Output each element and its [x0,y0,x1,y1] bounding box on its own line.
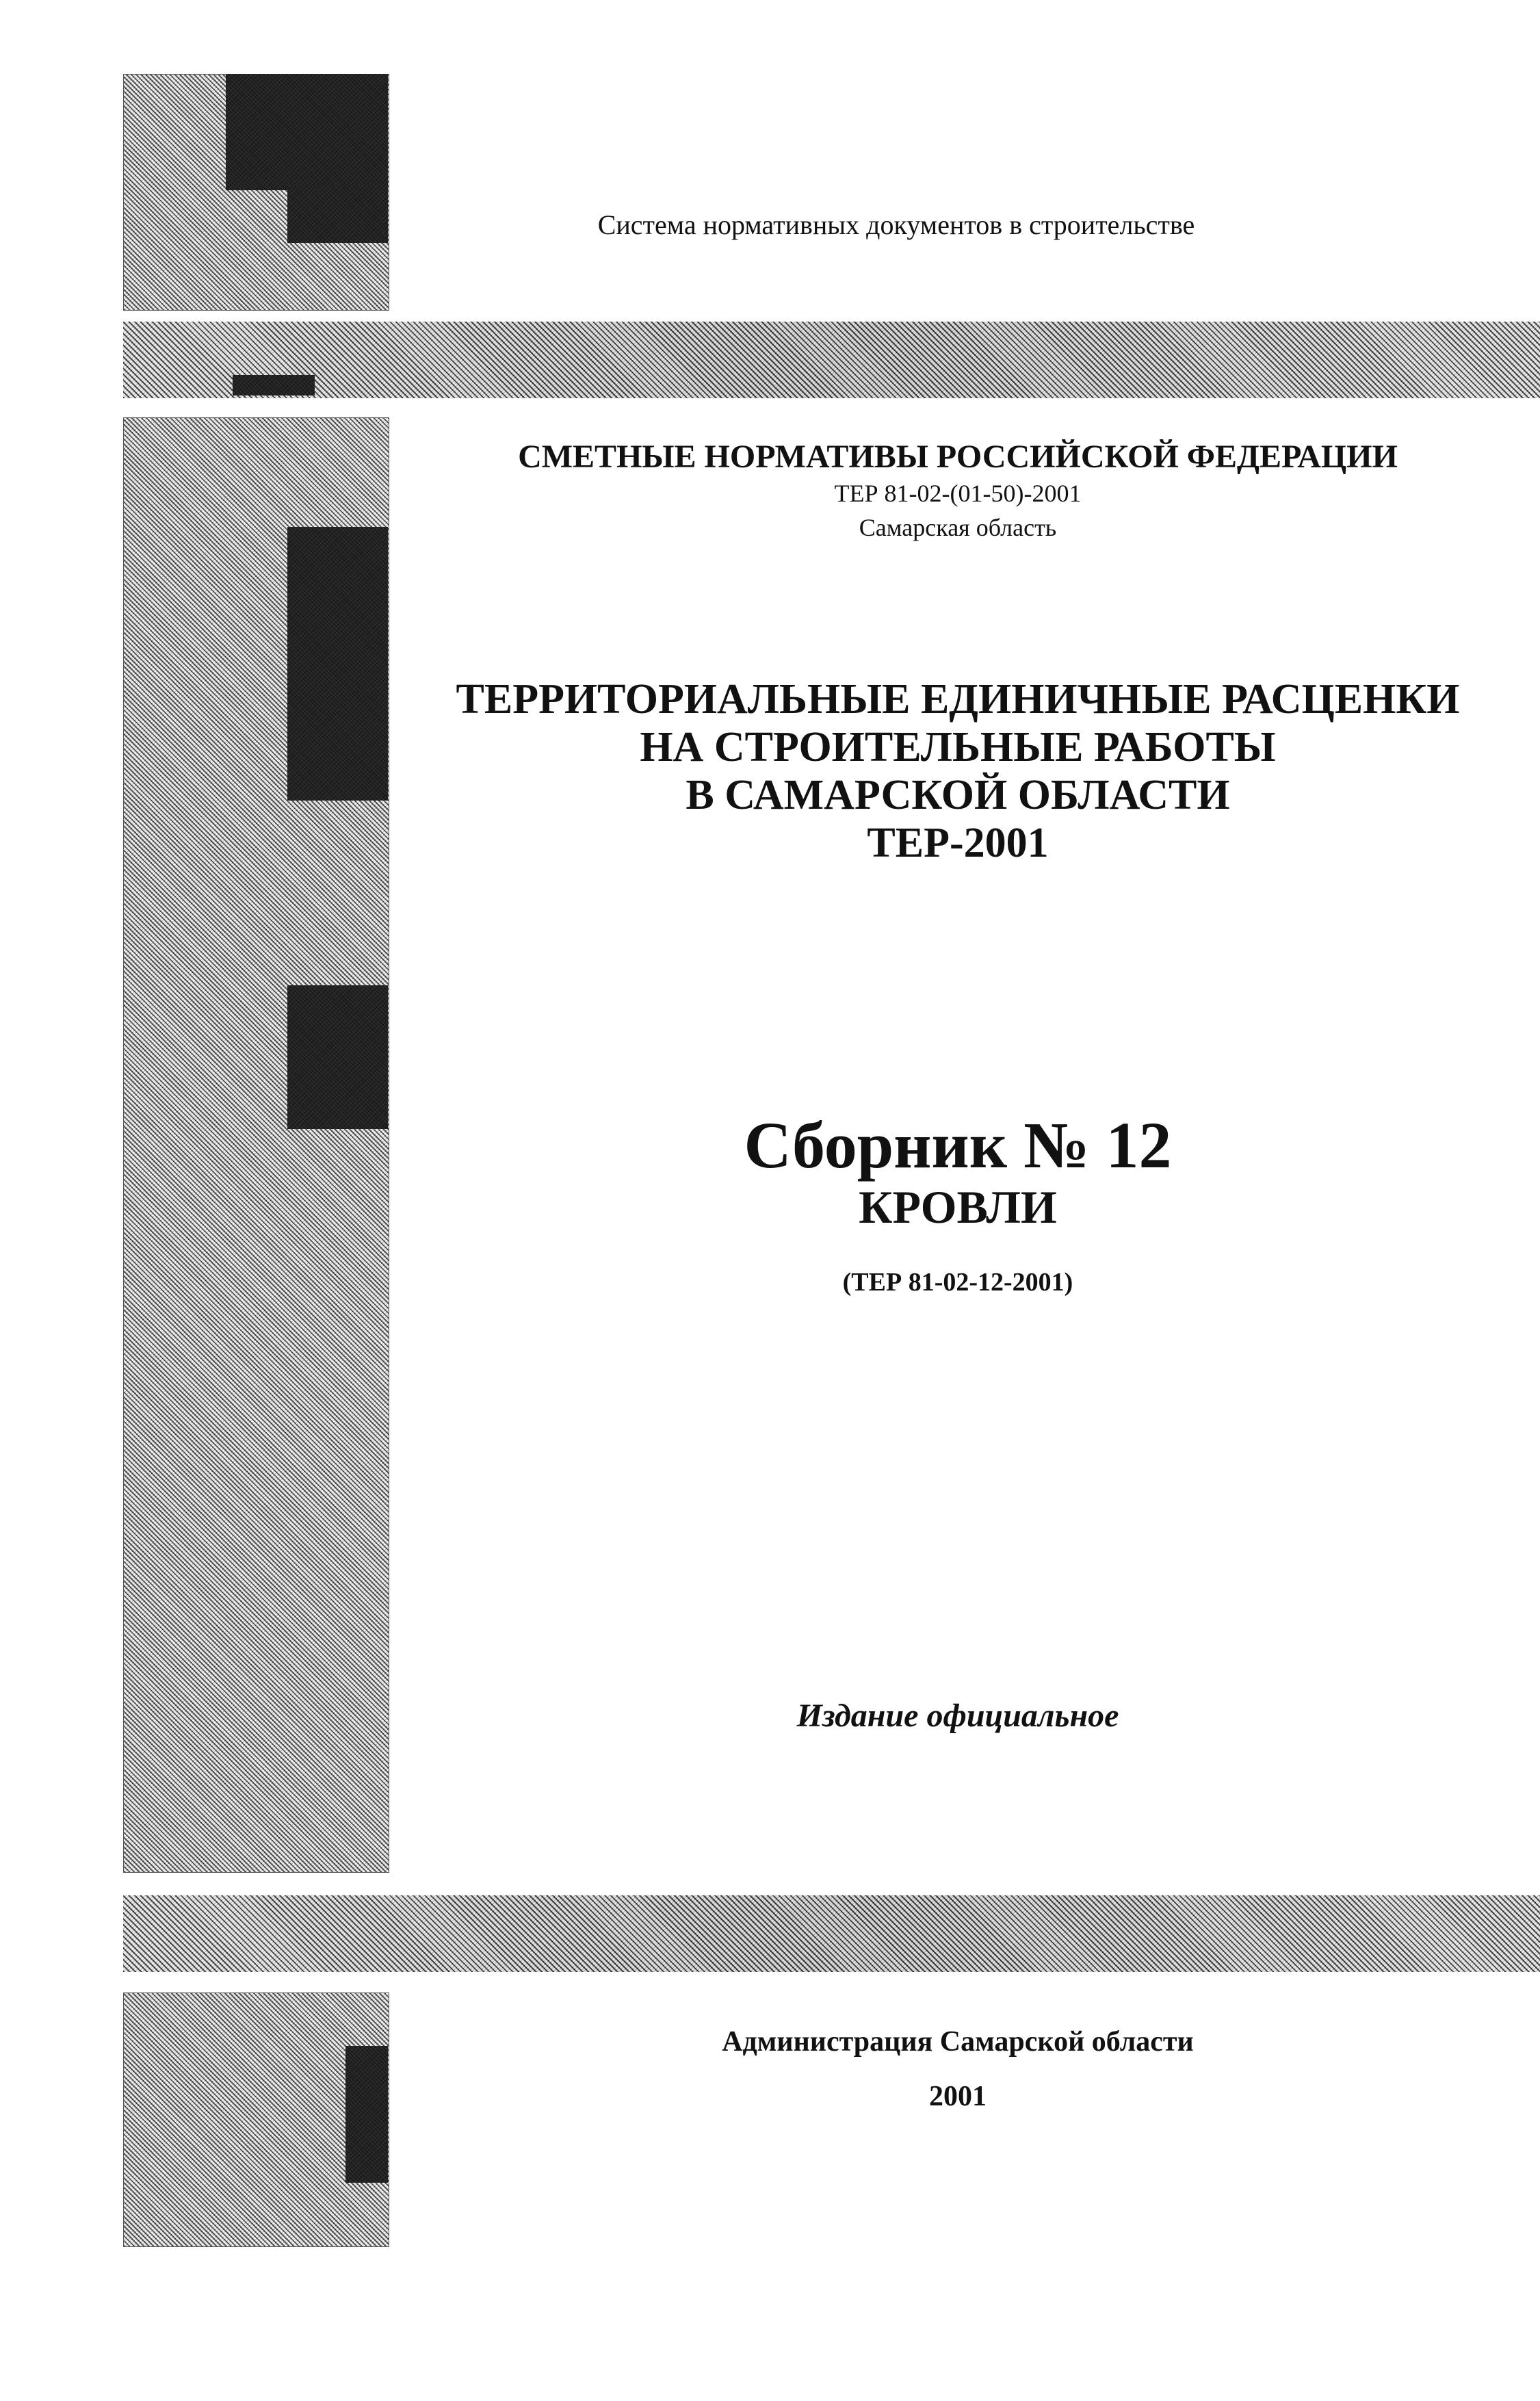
edition-label: Издание официальное [796,1698,1119,1734]
region-name: Самарская область [859,514,1057,541]
collection-name: КРОВЛИ [859,1181,1057,1233]
title-line-1: ТЕРРИТОРИАЛЬНЫЕ ЕДИНИЧНЫЕ РАСЦЕНКИ [456,676,1460,723]
lower-decorative-band [123,1895,1540,1972]
left-column-dark-block-top [287,527,388,801]
left-column-dark-block-bottom [287,985,388,1129]
collection-code: (ТЕР 81-02-12-2001) [842,1268,1073,1297]
title-line-2: НА СТРОИТЕЛЬНЫЕ РАБОТЫ [640,724,1276,770]
upper-band-dark-mark [233,375,315,395]
norms-code: ТЕР 81-02-(01-50)-2001 [834,480,1082,507]
bottom-left-dark-strip [345,2046,388,2183]
collection-number: Сборник № 12 [744,1108,1172,1182]
upper-decorative-band [123,322,1540,398]
publication-year: 2001 [929,2081,987,2112]
series-heading: Система нормативных документов в строительстве [597,209,1195,240]
top-left-dark-step [287,185,388,243]
title-line-4: ТЕР-2001 [867,820,1049,866]
top-left-dark-square [226,74,388,190]
title-line-3: В САМАРСКОЙ ОБЛАСТИ [686,772,1230,818]
publisher-name: Администрация Самарской области [722,2026,1194,2058]
norms-heading: СМЕТНЫЕ НОРМАТИВЫ РОССИЙСКОЙ ФЕДЕРАЦИИ [518,439,1398,475]
